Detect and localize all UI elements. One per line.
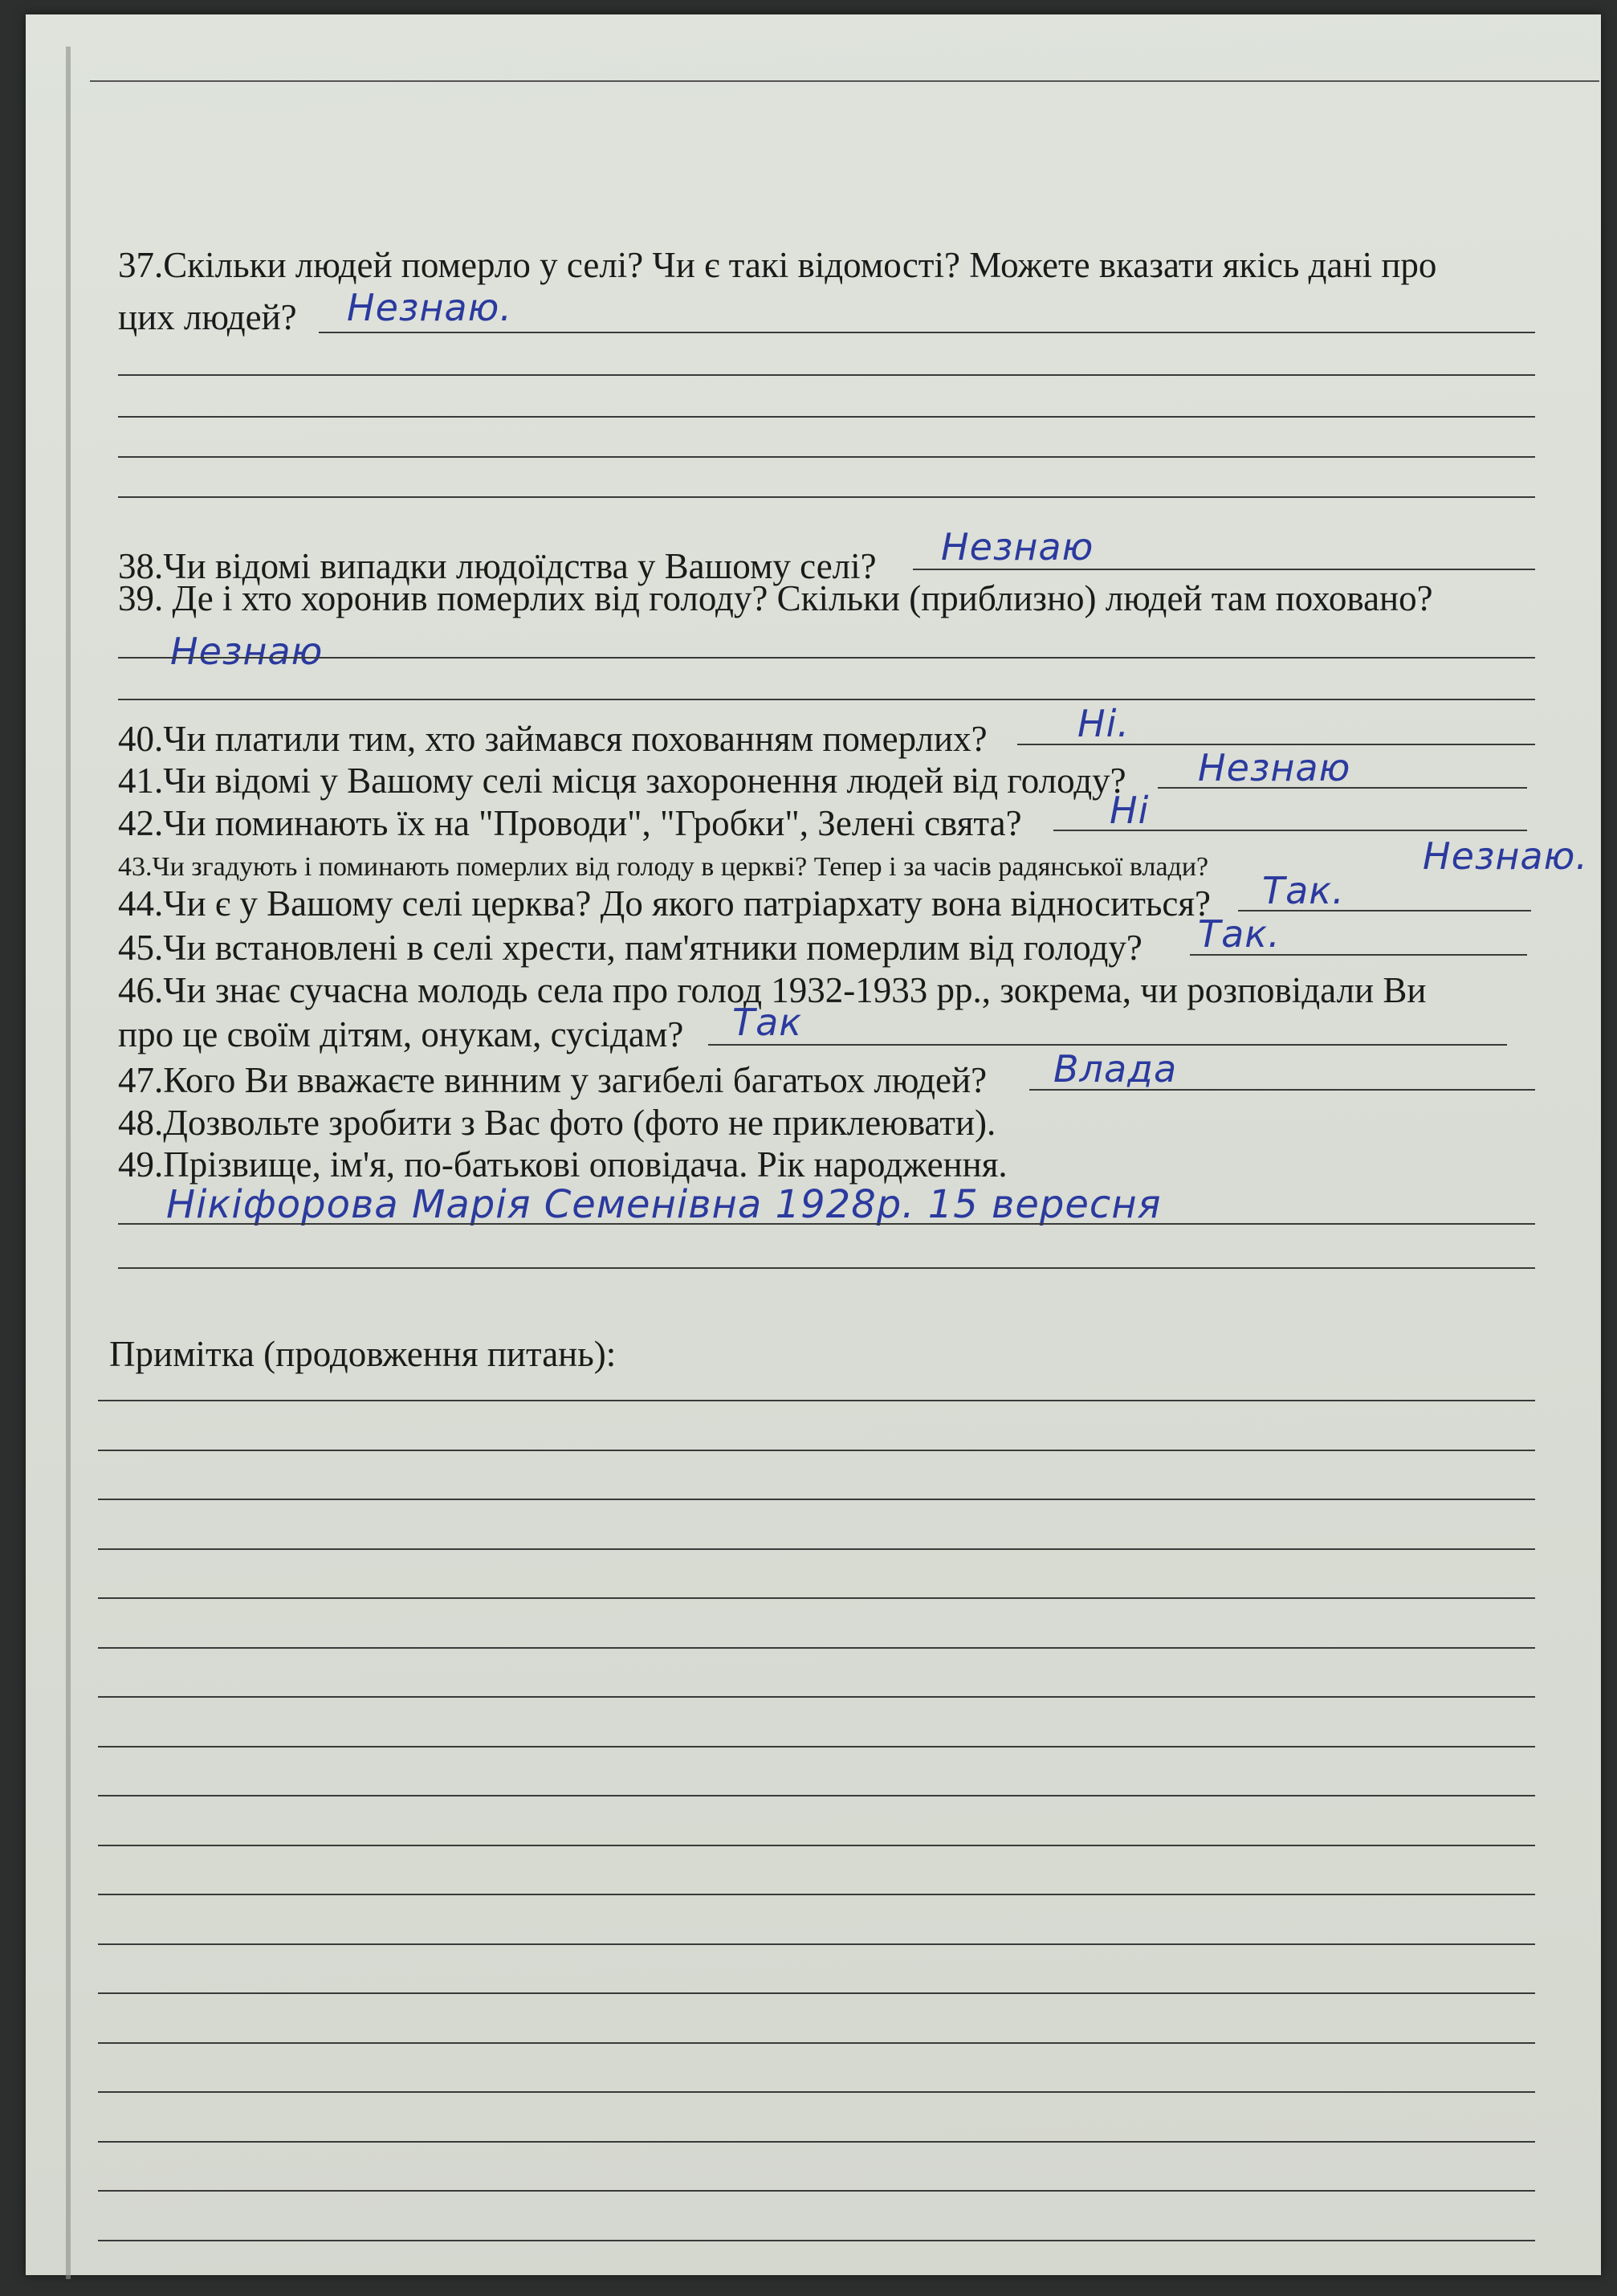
binding-edge bbox=[66, 47, 71, 2279]
answer-line bbox=[913, 569, 1535, 570]
note-line bbox=[98, 2240, 1535, 2241]
question-48: 48.Дозвольте зробити з Вас фото (фото не приклеювати). bbox=[118, 1103, 996, 1143]
question-46-line1: 46.Чи знає сучасна молодь села про голод 1932-1933 рр., зокрема, чи розповідали Ви bbox=[118, 970, 1427, 1010]
answer-line bbox=[118, 496, 1535, 498]
note-title: Примітка (продовження питань): bbox=[109, 1334, 617, 1374]
question-38: 38.Чи відомі випадки людоїдства у Вашому селі? bbox=[118, 546, 877, 586]
answer-46: Так bbox=[732, 1001, 803, 1044]
note-line bbox=[98, 1894, 1535, 1895]
questionnaire-page bbox=[26, 14, 1601, 2275]
answer-line bbox=[118, 416, 1535, 418]
note-line bbox=[98, 1400, 1535, 1401]
note-line bbox=[98, 1450, 1535, 1451]
answer-38: Незнаю bbox=[941, 525, 1094, 569]
note-line bbox=[98, 1696, 1535, 1698]
note-line bbox=[98, 2091, 1535, 2093]
question-37-line2: цих людей? bbox=[118, 297, 297, 337]
answer-47: Влада bbox=[1053, 1047, 1178, 1091]
answer-line bbox=[319, 332, 1535, 333]
note-line bbox=[98, 1548, 1535, 1550]
answer-line bbox=[118, 456, 1535, 458]
answer-40: Ні. bbox=[1077, 702, 1130, 745]
note-line bbox=[98, 2042, 1535, 2044]
note-line bbox=[98, 1597, 1535, 1599]
answer-37: Незнаю. bbox=[347, 286, 512, 329]
question-46-line2: про це своїм дітям, онукам, сусідам? bbox=[118, 1014, 684, 1054]
answer-line bbox=[1238, 910, 1531, 911]
question-44: 44.Чи є у Вашому селі церква? До якого патріархату вона відноситься? bbox=[118, 883, 1212, 924]
note-line bbox=[98, 2190, 1535, 2192]
note-line bbox=[98, 1845, 1535, 1846]
note-line bbox=[98, 2141, 1535, 2143]
question-39: 39. Де і хто хоронив померлих від голоду? Скільки (приблизно) людей там поховано? bbox=[118, 578, 1433, 618]
note-line bbox=[98, 1795, 1535, 1796]
question-37-line1: 37.Скільки людей померло у селі? Чи є такі відомості? Можете вказати якісь дані про bbox=[118, 245, 1437, 285]
answer-line bbox=[118, 374, 1535, 376]
answer-line bbox=[1190, 954, 1527, 956]
question-43: 43.Чи згадують і поминають померлих від голоду в церкві? Тепер і за часів радянської влади? bbox=[118, 852, 1209, 882]
answer-45: Так. bbox=[1198, 912, 1281, 956]
answer-43: Незнаю. bbox=[1423, 834, 1588, 878]
answer-line bbox=[118, 657, 1535, 659]
answer-line bbox=[708, 1044, 1507, 1046]
answer-line bbox=[1029, 1089, 1535, 1091]
answer-39: Незнаю bbox=[170, 630, 324, 673]
question-42: 42.Чи поминають їх на "Проводи", "Гробки", Зелені свята? bbox=[118, 803, 1022, 843]
answer-line bbox=[1017, 744, 1535, 745]
answer-line bbox=[118, 1223, 1535, 1225]
note-line bbox=[98, 1992, 1535, 1994]
answer-line bbox=[1053, 830, 1527, 831]
answer-line bbox=[118, 699, 1535, 700]
question-47: 47.Кого Ви вважаєте винним у загибелі багатьох людей? bbox=[118, 1060, 988, 1100]
question-49: 49.Прізвище, ім'я, по-батькові оповідача. Рік народження. bbox=[118, 1144, 1008, 1185]
question-41: 41.Чи відомі у Вашому селі місця захоронення людей від голоду? bbox=[118, 761, 1126, 801]
answer-line bbox=[118, 1267, 1535, 1269]
answer-line bbox=[1158, 787, 1527, 789]
answer-44: Так. bbox=[1262, 869, 1345, 912]
question-45: 45.Чи встановлені в селі хрести, пам'ятники померлим від голоду? bbox=[118, 928, 1142, 968]
note-line bbox=[98, 1943, 1535, 1945]
answer-49: Нікіфорова Марія Семенівна 1928р. 15 вересня bbox=[166, 1182, 1162, 1227]
note-line bbox=[98, 1746, 1535, 1747]
note-line bbox=[98, 1647, 1535, 1649]
top-rule bbox=[90, 80, 1599, 82]
question-40: 40.Чи платили тим, хто займався похованням померлих? bbox=[118, 719, 988, 759]
answer-41: Незнаю bbox=[1198, 746, 1351, 789]
answer-42: Ні bbox=[1110, 789, 1150, 832]
note-line bbox=[98, 1499, 1535, 1500]
